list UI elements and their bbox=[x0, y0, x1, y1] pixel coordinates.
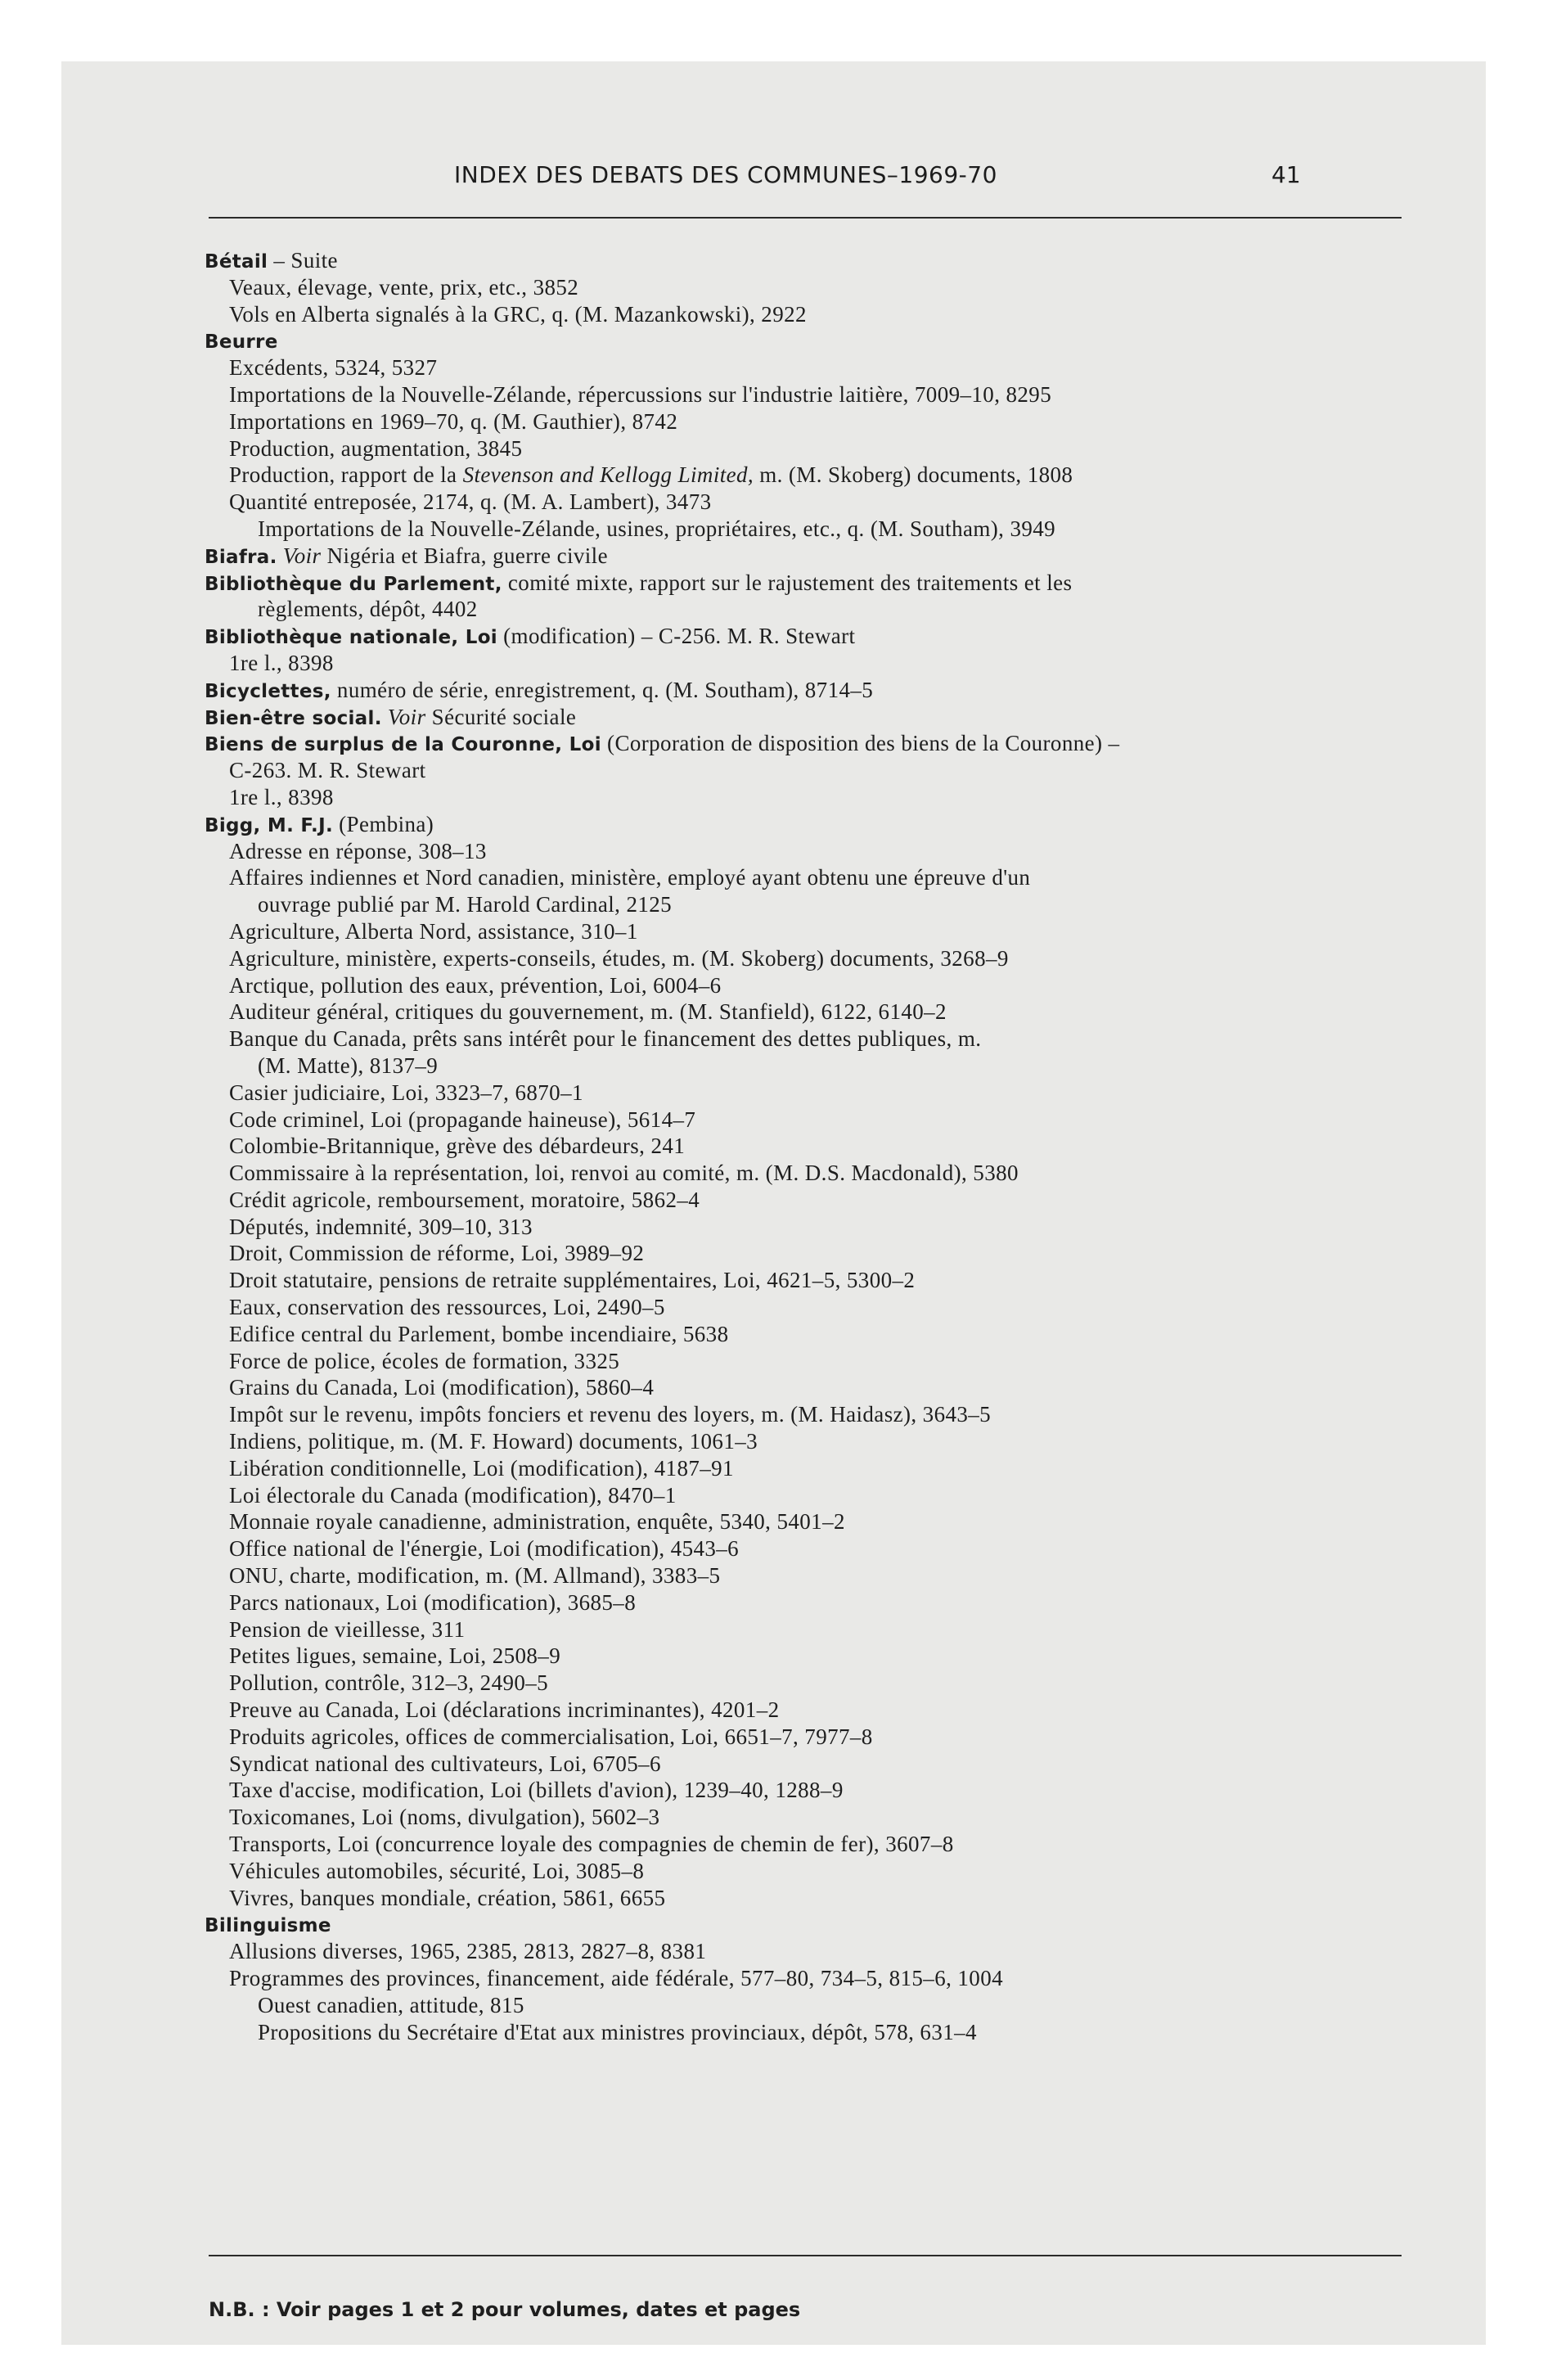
entry-text: Produits agricoles, offices de commercialisation, Loi, 6651–7, 7977–8 bbox=[229, 1724, 873, 1749]
entry-text: Importations en 1969–70, q. (M. Gauthier), 8742 bbox=[229, 408, 678, 434]
index-heading-term: Bibliothèque nationale, Loi bbox=[205, 627, 497, 649]
index-subentry bbox=[205, 1267, 1415, 1294]
index-heading bbox=[205, 327, 1415, 354]
index-subentry bbox=[205, 2019, 1415, 2046]
index-heading-term: Beurre bbox=[205, 331, 278, 354]
entry-text: Grains du Canada, Loi (modification), 5860–4 bbox=[229, 1375, 655, 1400]
index-subentry bbox=[205, 1482, 1415, 1509]
index-heading bbox=[205, 1911, 1415, 1938]
index-subentry bbox=[205, 838, 1415, 865]
entry-text: Loi électorale du Canada (modification), 8470–1 bbox=[229, 1482, 677, 1508]
entry-text: Banque du Canada, prêts sans intérêt pour le financement des dettes publiques, m. bbox=[229, 1026, 982, 1052]
entry-text: (Pembina) bbox=[332, 811, 434, 836]
entry-text: Petites ligues, semaine, Loi, 2508–9 bbox=[229, 1643, 561, 1669]
header-rule bbox=[209, 217, 1402, 219]
index-subentry bbox=[205, 489, 1415, 516]
index-heading-term: Bilinguisme bbox=[205, 1915, 331, 1937]
entry-text: Transports, Loi (concurrence loyale des compagnies de chemin de fer), 3607–8 bbox=[229, 1832, 954, 1857]
index-subentry bbox=[205, 1214, 1415, 1241]
entry-text: Office national de l'énergie, Loi (modification), 4543–6 bbox=[229, 1536, 740, 1562]
index-heading-term: Bétail bbox=[205, 251, 268, 273]
entry-text: – Suite bbox=[268, 248, 338, 273]
index-subentry bbox=[205, 408, 1415, 435]
footer-rule bbox=[209, 2255, 1402, 2256]
entry-text: 1re l., 8398 bbox=[229, 784, 334, 809]
entry-text: 1re l., 8398 bbox=[229, 650, 334, 675]
index-subentry bbox=[205, 462, 1415, 489]
index-subentry bbox=[205, 864, 1415, 891]
index-subentry bbox=[205, 1133, 1415, 1160]
entry-text: Propositions du Secrétaire d'Etat aux ministres provinciaux, dépôt, 578, 631–4 bbox=[258, 2019, 977, 2044]
entry-text: Colombie-Britannique, grève des débardeurs, 241 bbox=[229, 1134, 686, 1159]
index-heading-term: Bien-être social. bbox=[205, 707, 382, 729]
running-title: INDEX DES DEBATS DES COMMUNES–1969-70 bbox=[454, 161, 997, 188]
entry-text: comité mixte, rapport sur le rajustement des traitements et les bbox=[502, 570, 1073, 595]
index-heading-term: Biafra. bbox=[205, 546, 277, 568]
entry-text: Taxe d'accise, modification, Loi (billets d'avion), 1239–40, 1288–9 bbox=[229, 1778, 844, 1803]
entry-text: Monnaie royale canadienne, administration, enquête, 5340, 5401–2 bbox=[229, 1509, 845, 1535]
entry-text: Edifice central du Parlement, bombe incendiaire, 5638 bbox=[229, 1321, 729, 1346]
index-subentry bbox=[205, 918, 1415, 945]
entry-text: Veaux, élevage, vente, prix, etc., 3852 bbox=[229, 274, 579, 300]
entry-text: Production, rapport de la bbox=[229, 462, 463, 488]
entry-text: Députés, indemnité, 309–10, 313 bbox=[229, 1214, 533, 1239]
index-heading bbox=[205, 677, 1415, 704]
index-heading bbox=[205, 730, 1415, 757]
entry-text: (modification) – C-256. M. R. Stewart bbox=[497, 624, 856, 649]
index-subentry bbox=[205, 891, 1415, 918]
index-subentry bbox=[205, 1107, 1415, 1134]
entry-text: Ouest canadien, attitude, 815 bbox=[258, 1992, 524, 2017]
index-subentry bbox=[205, 516, 1415, 543]
index-subentry bbox=[205, 1777, 1415, 1804]
index-subentry bbox=[205, 945, 1415, 972]
index-subentry bbox=[205, 650, 1415, 677]
index-heading-term: Bicyclettes, bbox=[205, 680, 331, 702]
index-subentry bbox=[205, 1724, 1415, 1751]
index-subentry bbox=[205, 1321, 1415, 1348]
index-subentry bbox=[205, 757, 1415, 784]
entry-text: Eaux, conservation des ressources, Loi, 2490–5 bbox=[229, 1295, 665, 1320]
index-subentry bbox=[205, 301, 1415, 328]
page-number: 41 bbox=[1271, 161, 1301, 188]
entry-italic: Voir bbox=[381, 704, 426, 729]
entry-text: Agriculture, Alberta Nord, assistance, 310–1 bbox=[229, 918, 638, 944]
entry-text: Véhicules automobiles, sécurité, Loi, 3085–8 bbox=[229, 1858, 645, 1883]
index-subentry bbox=[205, 1053, 1415, 1080]
index-subentry bbox=[205, 784, 1415, 811]
index-heading bbox=[205, 543, 1415, 570]
index-subentry bbox=[205, 1294, 1415, 1321]
entry-text: Crédit agricole, remboursement, moratoire, 5862–4 bbox=[229, 1187, 700, 1212]
entry-text: Adresse en réponse, 308–13 bbox=[229, 838, 487, 863]
index-subentry bbox=[205, 274, 1415, 301]
index-subentry bbox=[205, 381, 1415, 408]
entry-text: Droit statutaire, pensions de retraite supplémentaires, Loi, 4621–5, 5300–2 bbox=[229, 1268, 916, 1293]
index-subentry bbox=[205, 998, 1415, 1025]
index-subentry bbox=[205, 1616, 1415, 1643]
entry-text: Syndicat national des cultivateurs, Loi, 6705–6 bbox=[229, 1751, 661, 1776]
entry-text: Indiens, politique, m. (M. F. Howard) documents, 1061–3 bbox=[229, 1429, 758, 1454]
entry-text: Arctique, pollution des eaux, prévention, Loi, 6004–6 bbox=[229, 972, 722, 998]
index-subentry bbox=[205, 1374, 1415, 1401]
entry-italic: Voir bbox=[277, 543, 322, 568]
entry-text: Toxicomanes, Loi (noms, divulgation), 5602–3 bbox=[229, 1805, 660, 1830]
index-subentry bbox=[205, 1643, 1415, 1670]
index-subentry bbox=[205, 1938, 1415, 1965]
index-subentry bbox=[205, 1562, 1415, 1589]
entry-text: Pension de vieillesse, 311 bbox=[229, 1616, 466, 1642]
index-subentry bbox=[205, 1858, 1415, 1885]
entry-text: Production, augmentation, 3845 bbox=[229, 435, 523, 461]
entry-text: C-263. M. R. Stewart bbox=[229, 758, 426, 783]
entry-text: Droit, Commission de réforme, Loi, 3989–92 bbox=[229, 1241, 645, 1266]
entry-text: Vols en Alberta signalés à la GRC, q. (M. Mazankowski), 2922 bbox=[229, 301, 807, 327]
entry-text: (M. Matte), 8137–9 bbox=[258, 1053, 439, 1078]
index-subentry bbox=[205, 596, 1415, 623]
index-subentry bbox=[205, 1187, 1415, 1214]
entry-text: Force de police, écoles de formation, 3325 bbox=[229, 1348, 620, 1373]
index-subentry bbox=[205, 1697, 1415, 1724]
entry-text: Libération conditionnelle, Loi (modification), 4187–91 bbox=[229, 1455, 734, 1481]
entry-text: Agriculture, ministère, experts-conseils, études, m. (M. Skoberg) documents, 3268–9 bbox=[229, 945, 1009, 971]
index-subentry bbox=[205, 1831, 1415, 1858]
index-heading bbox=[205, 623, 1415, 650]
index-subentry bbox=[205, 1804, 1415, 1831]
entry-text: Programmes des provinces, financement, aide fédérale, 577–80, 734–5, 815–6, 1004 bbox=[229, 1966, 1004, 1990]
entry-text: Casier judiciaire, Loi, 3323–7, 6870–1 bbox=[229, 1080, 583, 1105]
entry-text: Importations de la Nouvelle-Zélande, répercussions sur l'industrie laitière, 7009–10, 8295 bbox=[229, 381, 1052, 407]
entry-text-cont: Sécurité sociale bbox=[425, 704, 577, 729]
page-header bbox=[61, 161, 1486, 210]
index-subentry bbox=[205, 1240, 1415, 1267]
index-subentry bbox=[205, 1348, 1415, 1375]
entry-text-cont: m. (M. Skoberg) documents, 1808 bbox=[754, 462, 1073, 488]
footnote: N.B. : Voir pages 1 et 2 pour volumes, dates et pages bbox=[209, 2298, 801, 2321]
index-heading-term: Biens de surplus de la Couronne, Loi bbox=[205, 734, 601, 756]
entry-text: Pollution, contrôle, 312–3, 2490–5 bbox=[229, 1670, 549, 1696]
index-subentry bbox=[205, 1670, 1415, 1697]
entry-text: Excédents, 5324, 5327 bbox=[229, 355, 438, 381]
index-subentry bbox=[205, 1589, 1415, 1616]
entry-italic: Stevenson and Kellogg Limited, bbox=[462, 462, 754, 488]
entry-text: (Corporation de disposition des biens de la Couronne) – bbox=[601, 731, 1120, 756]
index-subentry bbox=[205, 435, 1415, 462]
entry-text: Preuve au Canada, Loi (déclarations incriminantes), 4201–2 bbox=[229, 1697, 780, 1723]
entry-text: numéro de série, enregistrement, q. (M. Southam), 8714–5 bbox=[331, 677, 874, 702]
index-subentry bbox=[205, 1965, 1415, 1992]
index-heading bbox=[205, 704, 1415, 731]
index-subentry bbox=[205, 1885, 1415, 1912]
index-subentry bbox=[205, 1428, 1415, 1455]
entry-text: Commissaire à la représentation, loi, renvoi au comité, m. (M. D.S. Macdonald), 5380 bbox=[229, 1161, 1019, 1186]
index-subentry bbox=[205, 1751, 1415, 1778]
entry-text: Affaires indiennes et Nord canadien, ministère, employé ayant obtenu une épreuve d'un bbox=[229, 865, 1031, 890]
entry-text: Quantité entreposée, 2174, q. (M. A. Lambert), 3473 bbox=[229, 489, 712, 515]
entry-text: ouvrage publié par M. Harold Cardinal, 2125 bbox=[258, 892, 673, 917]
index-subentry bbox=[205, 1455, 1415, 1482]
entry-text: Allusions diverses, 1965, 2385, 2813, 2827–8, 8381 bbox=[229, 1939, 707, 1964]
entry-text-cont: Nigéria et Biafra, guerre civile bbox=[321, 543, 608, 568]
entry-text: Vivres, banques mondiale, création, 5861, 6655 bbox=[229, 1885, 666, 1910]
index-entries bbox=[205, 247, 1415, 2045]
entry-text: Code criminel, Loi (propagande haineuse), 5614–7 bbox=[229, 1107, 696, 1132]
entry-text: Importations de la Nouvelle-Zélande, usines, propriétaires, etc., q. (M. Southam), 3949 bbox=[258, 516, 1056, 541]
entry-text: Parcs nationaux, Loi (modification), 3685–8 bbox=[229, 1589, 637, 1615]
index-subentry bbox=[205, 1080, 1415, 1107]
index-subentry bbox=[205, 1160, 1415, 1187]
index-subentry bbox=[205, 1025, 1415, 1053]
entry-text: ONU, charte, modification, m. (M. Allmand), 3383–5 bbox=[229, 1563, 721, 1589]
index-heading-term: Bibliothèque du Parlement, bbox=[205, 573, 502, 595]
entry-text: règlements, dépôt, 4402 bbox=[258, 597, 478, 622]
index-heading bbox=[205, 811, 1415, 838]
index-subentry bbox=[205, 1535, 1415, 1562]
entry-text: Impôt sur le revenu, impôts fonciers et revenu des loyers, m. (M. Haidasz), 3643–5 bbox=[229, 1402, 992, 1427]
index-subentry bbox=[205, 354, 1415, 381]
index-subentry bbox=[205, 1508, 1415, 1535]
index-heading bbox=[205, 570, 1415, 597]
index-heading bbox=[205, 247, 1415, 274]
index-heading-term: Bigg, M. F.J. bbox=[205, 814, 333, 836]
entry-text: Auditeur général, critiques du gouvernement, m. (M. Stanfield), 6122, 6140–2 bbox=[229, 999, 947, 1025]
index-subentry bbox=[205, 1401, 1415, 1428]
index-subentry bbox=[205, 1992, 1415, 2019]
index-subentry bbox=[205, 972, 1415, 999]
document-page bbox=[61, 61, 1486, 2345]
